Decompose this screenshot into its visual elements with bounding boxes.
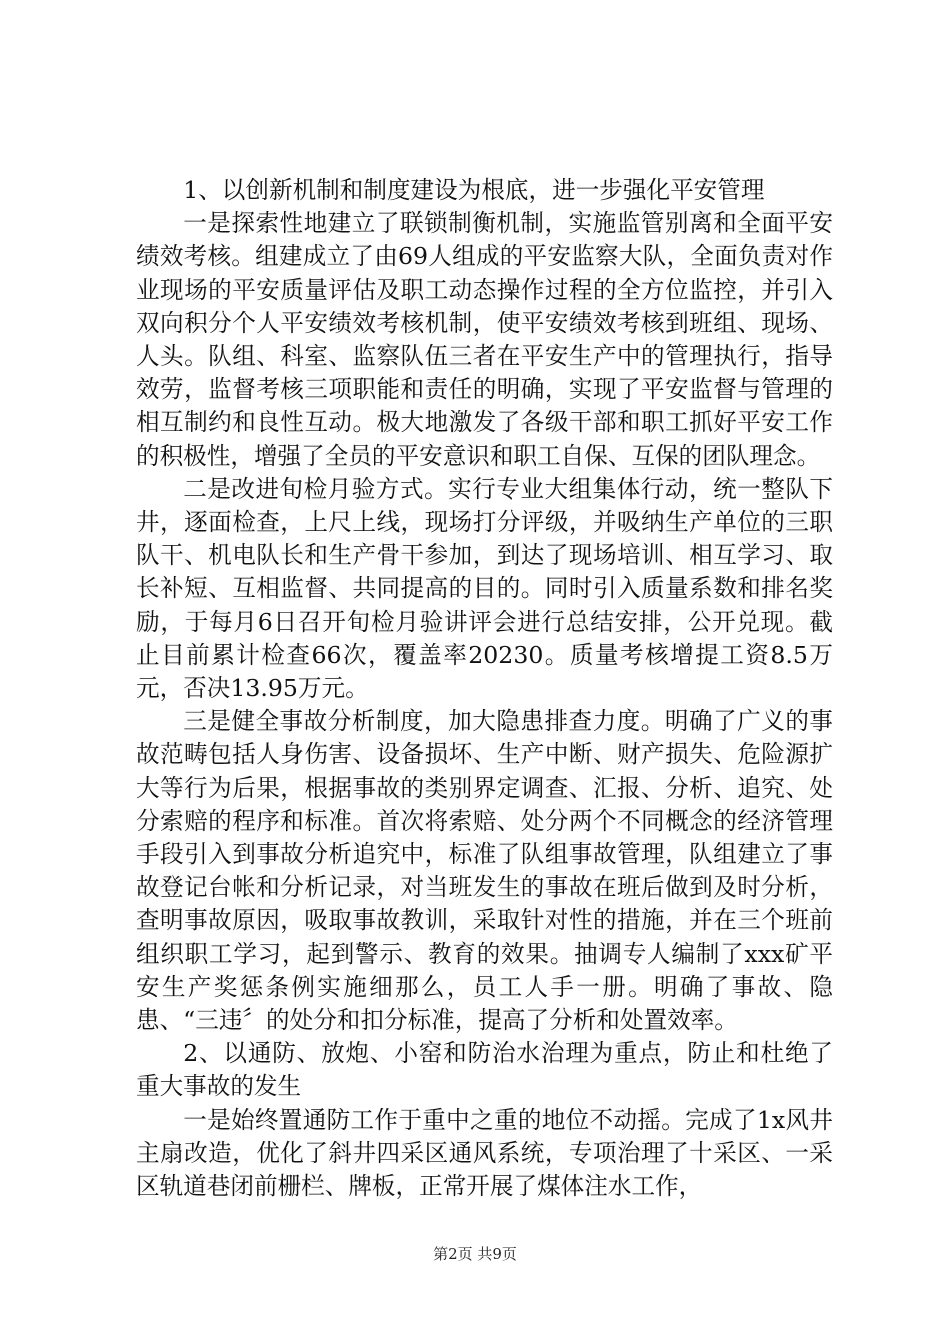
page-footer xyxy=(0,1244,950,1264)
body-paragraph: 一是始终置通防工作于重中之重的地位不动摇。完成了1x风井主扇改造，优化了斜井四采区通风系统，专项治理了十采区、一采区轨道巷闭前栅栏、牌板，正常开展了煤体注水工作， xyxy=(136,1105,833,1201)
section-heading: 2、以通防、放炮、小窑和防治水治理为重点，防止和杜绝了重大事故的发生 xyxy=(136,1039,833,1101)
body-paragraph: 二是改进旬检月验方式。实行专业大组集体行动，统一整队下井，逐面检查，上尺上线，现场打分评级，并吸纳生产单位的三职队干、机电队长和生产骨干参加，到达了现场培训、相互学习、取长补短、互相监督、共同提高的目的。同时引入质量系数和排名奖励，于每月6日召开旬检月验讲评会进行总结安排，公开兑现。截止目前累计检查66次，覆盖率20230。质量考核增提工资8.5万元，否决13.95万元。 xyxy=(136,474,833,703)
page-number: 第2页 共9页 xyxy=(433,1245,517,1263)
body-paragraph: 一是探索性地建立了联锁制衡机制，实施监管别离和全面平安绩效考核。组建成立了由69人组成的平安监察大队，全面负责对作业现场的平安质量评估及职工动态操作过程的全方位监控，并引入双向积分个人平安绩效考核机制，使平安绩效考核到班组、现场、人头。队组、科室、监察队伍三者在平安生产中的管理执行，指导效劳，监督考核三项职能和责任的明确，实现了平安监督与管理的相互制约和良性互动。极大地激发了各级干部和职工抓好平安工作的积极性，增强了全员的平安意识和职工自保、互保的团队理念。 xyxy=(136,209,833,470)
body-paragraph: 三是健全事故分析制度，加大隐患排查力度。明确了广义的事故范畴包括人身伤害、设备损坏、生产中断、财产损失、危险源扩大等行为后果，根据事故的类别界定调查、汇报、分析、追究、处分索赔的程序和标准。首次将索赔、处分两个不同概念的经济管理手段引入到事故分析追究中，标准了队组事故管理，队组建立了事故登记台帐和分析记录，对当班发生的事故在班后做到及时分析，查明事故原因，吸取事故教训，采取针对性的措施，并在三个班前组织职工学习，起到警示、教育的效果。抽调专人编制了xxx矿平安生产奖惩条例实施细那么，员工人手一册。明确了事故、隐患、“三违〞的处分和扣分标准，提高了分析和处置效率。 xyxy=(136,707,833,1035)
section-heading: 1、以创新机制和制度建设为根底，进一步强化平安管理 xyxy=(183,176,765,204)
document-body xyxy=(136,174,833,1203)
